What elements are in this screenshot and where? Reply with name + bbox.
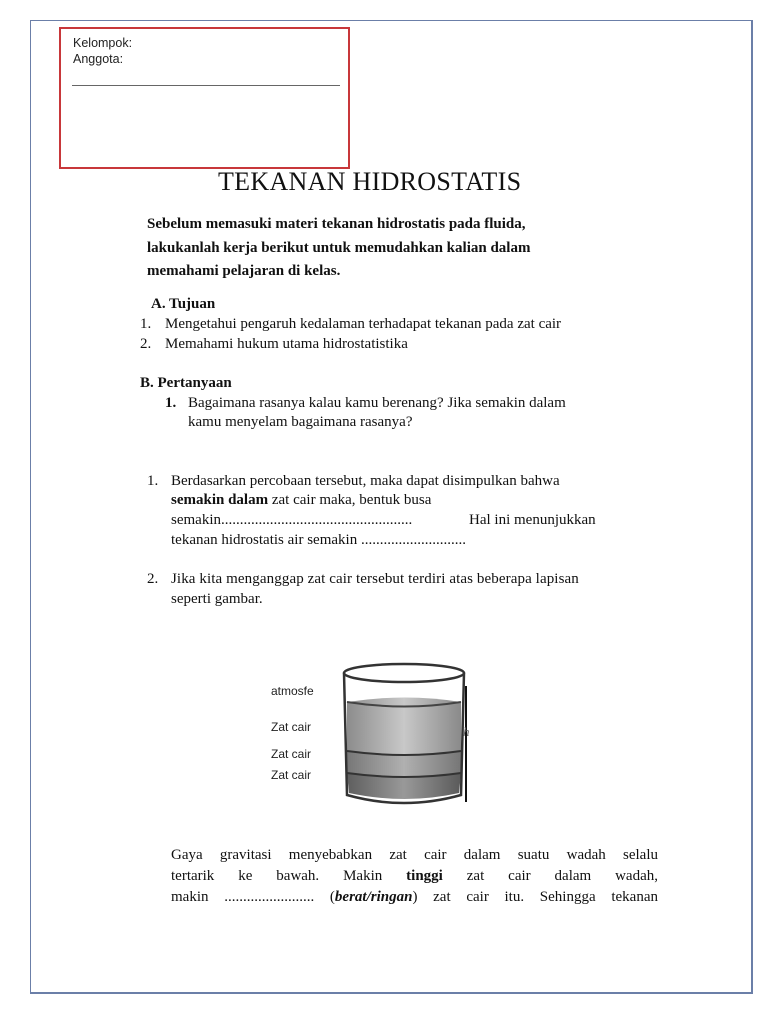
item-text	[171, 492, 431, 509]
objective-num: 1.	[140, 316, 152, 332]
item-text: Jika kita menganggap zat cair tersebut terdiri atas beberapa lapisan	[171, 571, 579, 587]
paragraph-line	[171, 887, 658, 908]
bold-phrase: semakin dalam	[171, 492, 269, 508]
objective-text: Memahami hukum utama hidrostatistika	[165, 336, 408, 352]
question-text: Bagaimana rasanya kalau kamu berenang? Jika semakin dalam	[188, 395, 566, 411]
gravity-paragraph	[171, 845, 658, 908]
beaker-illustration	[335, 655, 480, 815]
item-num: 2.	[147, 571, 159, 587]
section-b-heading: B. Pertanyaan	[140, 375, 232, 391]
bold-italic-phrase: berat/ringan	[334, 889, 413, 905]
intro-line: Sebelum memasuki materi tekanan hidrostatis pada fluida,	[147, 216, 526, 232]
question-text: kamu menyelam bagaimana rasanya?	[188, 414, 413, 430]
objective-num: 2.	[140, 336, 152, 352]
question-num: 1.	[165, 395, 177, 411]
item-text: Berdasarkan percobaan tersebut, maka dapat disimpulkan bahwa	[171, 473, 560, 489]
paragraph-line: Gaya gravitasi menyebabkan zat cair dalam suatu wadah selalu	[171, 847, 658, 863]
text-run: zat cair dalam wadah,	[442, 868, 659, 884]
item-num: 1.	[147, 473, 159, 489]
group-label: Kelompok:	[73, 36, 133, 50]
group-info-box	[59, 27, 350, 169]
intro-line: memahami pelajaran di kelas.	[147, 263, 341, 279]
item-text: semakin...................................................	[171, 512, 413, 528]
text-run: ) zat cair itu. Sehingga tekanan	[412, 889, 658, 905]
page-title: TEKANAN HIDROSTATIS	[218, 167, 522, 196]
item-text: tekanan hidrostatis air semakin ............................	[171, 532, 466, 548]
item-text-rest: zat cair maka, bentuk busa	[268, 492, 432, 508]
beaker-rim	[344, 664, 464, 682]
intro-line: lakukanlah kerja berikut untuk memudahkan kalian dalam	[147, 239, 531, 256]
text-run: makin ........................ (	[171, 889, 335, 905]
paragraph-line	[171, 866, 658, 887]
intro-text	[147, 213, 627, 284]
atmosphere-label: atmosfe	[271, 684, 314, 698]
layer-label: Zat cair	[271, 768, 312, 782]
members-label: Anggota:	[73, 52, 124, 66]
layer-label: Zat cair	[271, 747, 312, 761]
section-a-heading: A. Tujuan	[151, 296, 216, 312]
item-text: Hal ini menunjukkan	[469, 512, 596, 528]
bold-word: tinggi	[406, 868, 443, 884]
text-run: tertarik ke bawah. Makin	[171, 868, 407, 884]
objective-text: Mengetahui pengaruh kedalaman terhadapat tekanan pada zat cair	[165, 316, 562, 332]
height-label: h	[463, 724, 470, 739]
members-line	[72, 85, 340, 86]
layer-label: Zat cair	[271, 720, 312, 734]
item-text: seperti gambar.	[171, 591, 263, 607]
